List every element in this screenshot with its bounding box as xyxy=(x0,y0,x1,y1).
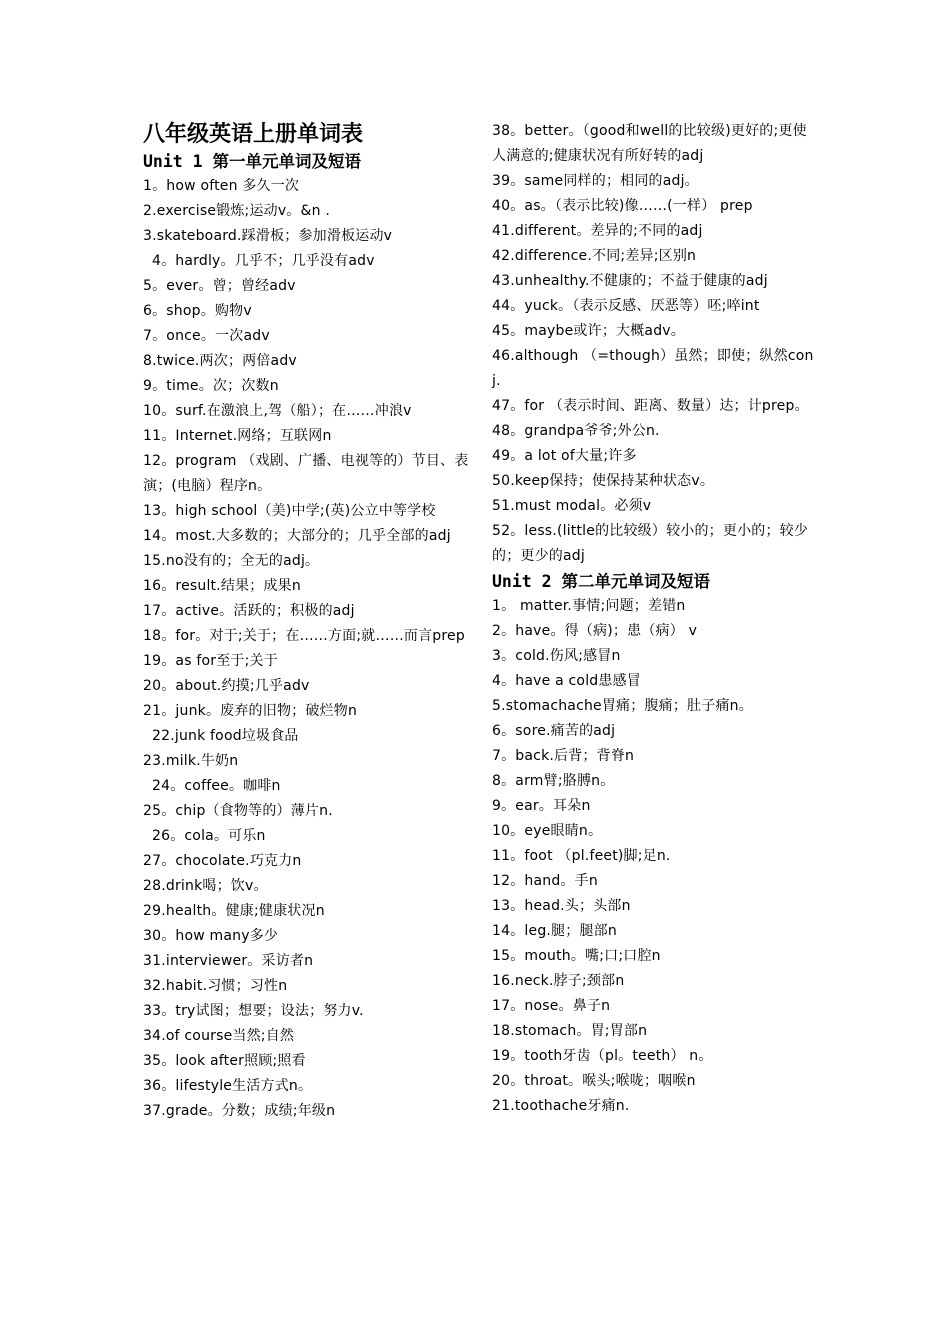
vocab-entry: 18.stomach。胃;胃部n xyxy=(492,1023,648,1039)
vocab-entry: 3.skateboard.踩滑板；参加滑板运动v xyxy=(143,228,393,244)
vocab-entry: 5。ever。曾；曾经adv xyxy=(143,278,296,294)
vocab-entry: 20。about.约摸;几乎adv xyxy=(143,678,310,694)
vocab-entry: 16。result.结果；成果n xyxy=(143,578,301,594)
vocab-entry: 34.of course当然;自然 xyxy=(143,1028,295,1044)
vocab-entry: 41.different。差异的;不同的adj xyxy=(492,223,703,239)
vocab-entry: 45。maybe或许；大概adv。 xyxy=(492,323,685,339)
vocab-entry: 15。mouth。嘴;口;口腔n xyxy=(492,948,661,964)
right-column xyxy=(492,119,818,1119)
vocab-entry: 12。hand。手n xyxy=(492,873,598,889)
vocab-entry: 13。head.头；头部n xyxy=(492,898,631,914)
left-column xyxy=(143,119,469,1124)
vocab-entry: 6。shop。购物v xyxy=(143,303,252,319)
vocab-entry: 9。ear。耳朵n xyxy=(492,798,591,814)
vocab-entry: 36。lifestyle生活方式n。 xyxy=(143,1078,313,1094)
vocab-entry: 10。surf.在激浪上,驾（船）；在……冲浪v xyxy=(143,403,412,419)
vocab-entry: 16.neck.脖子;颈部n xyxy=(492,973,625,989)
vocab-entry: 47。for （表示时间、距离、数量）达；计prep。 xyxy=(492,398,809,414)
vocab-entry: 12。program （戏剧、广播、电视等的）节目、表演；(电脑）程序n。 xyxy=(143,453,469,494)
vocab-entry: 44。yuck。（表示反感、厌恶等）呸;啐int xyxy=(492,298,760,314)
vocab-entry: 39。same同样的；相同的adj。 xyxy=(492,173,699,189)
vocab-entry: 8.twice.两次；两倍adv xyxy=(143,353,297,369)
vocab-entry: 38。better。（good和well的比较级)更好的;更使人满意的;健康状况有所好转的adj xyxy=(492,123,807,164)
vocab-entry: 4。hardly。几乎不；几乎没有adv xyxy=(152,253,375,269)
vocab-entry: 7。once。一次adv xyxy=(143,328,270,344)
vocab-entry: 23.milk.牛奶n xyxy=(143,753,239,769)
vocab-entry: 40。as。（表示比较)像……(一样） prep xyxy=(492,198,753,214)
vocab-entry: 31.interviewer。采访者n xyxy=(143,953,314,969)
vocab-entry: 20。throat。喉头;喉咙；咽喉n xyxy=(492,1073,696,1089)
vocab-entry: 30。how many多少 xyxy=(143,928,279,944)
vocab-entry: 3。cold.伤风;感冒n xyxy=(492,648,621,664)
vocab-entry: 15.no没有的；全无的adj。 xyxy=(143,553,320,569)
vocab-entry: 42.difference.不同;差异;区别n xyxy=(492,248,697,264)
vocab-entry: 1。 matter.事情;问题；差错n xyxy=(492,598,686,614)
vocab-entry: 6。sore.痛苦的adj xyxy=(492,723,616,739)
vocab-entry: 51.must modal。必须v xyxy=(492,498,652,514)
vocab-entry: 2.exercise锻炼;运动v。&n . xyxy=(143,203,331,219)
vocab-entry: 22.junk food垃圾食品 xyxy=(152,728,299,744)
vocab-entry: 25。chip（食物等的）薄片n. xyxy=(143,803,333,819)
vocab-entry: 35。look after照顾;照看 xyxy=(143,1053,306,1069)
vocab-entry: 37.grade。分数；成绩;年级n xyxy=(143,1103,336,1119)
vocab-entry: 32.habit.习惯；习性n xyxy=(143,978,288,994)
vocab-entry: 17。nose。鼻子n xyxy=(492,998,611,1014)
vocab-entry: 52。less.(little的比较级）较小的；更小的；较少的；更少的adj xyxy=(492,523,809,564)
vocab-entry: 13。high school（美)中学;(英)公立中等学校 xyxy=(143,503,436,519)
vocab-entry: 17。active。活跃的；积极的adj xyxy=(143,603,355,619)
vocab-entry: 29.health。健康;健康状况n xyxy=(143,903,325,919)
vocab-entry: 33。try试图；想要；设法；努力v. xyxy=(143,1003,364,1019)
vocab-entry: 26。cola。可乐n xyxy=(152,828,266,844)
vocab-entry: 7。back.后背；背脊n xyxy=(492,748,635,764)
vocab-entry: 14。leg.腿；腿部n xyxy=(492,923,617,939)
vocab-entry: 19。tooth牙齿（pl。teeth） n。 xyxy=(492,1048,713,1064)
vocab-entry: 10。eye眼睛n。 xyxy=(492,823,603,839)
vocab-entry: 4。have a cold患感冒 xyxy=(492,673,641,689)
vocab-entry: 2。have。得（病)；患（病） v xyxy=(492,623,698,639)
unit1-heading: Unit 1 第一单元单词及短语 xyxy=(143,152,362,171)
vocab-entry: 14。most.大多数的；大部分的；几乎全部的adj xyxy=(143,528,451,544)
vocab-entry: 1。how often 多久一次 xyxy=(143,178,300,194)
vocab-entry: 28.drink喝；饮v。 xyxy=(143,878,268,894)
vocab-entry: 48。grandpa爷爷;外公n. xyxy=(492,423,660,439)
unit2-heading: Unit 2 第二单元单词及短语 xyxy=(492,572,711,591)
vocab-entry: 11。Internet.网络；互联网n xyxy=(143,428,332,444)
vocab-entry: 8。arm臂;胳膊n。 xyxy=(492,773,615,789)
vocab-entry: 18。for。对于;关于；在……方面;就……而言prep xyxy=(143,628,465,644)
vocab-entry: 11。foot （pl.feet)脚;足n. xyxy=(492,848,671,864)
vocab-entry: 19。as for至于;关于 xyxy=(143,653,278,669)
vocab-entry: 24。coffee。咖啡n xyxy=(152,778,281,794)
vocab-entry: 46.although （=though）虽然；即使；纵然conj. xyxy=(492,348,814,389)
vocab-entry: 21.toothache牙痛n. xyxy=(492,1098,630,1114)
vocab-entry: 50.keep保持；使保持某种状态v。 xyxy=(492,473,715,489)
vocab-entry: 43.unhealthy.不健康的；不益于健康的adj xyxy=(492,273,768,289)
vocab-entry: 49。a lot of大量;许多 xyxy=(492,448,637,464)
vocab-entry: 21。junk。废弃的旧物；破烂物n xyxy=(143,703,358,719)
vocab-entry: 5.stomachache胃痛；腹痛；肚子痛n。 xyxy=(492,698,753,714)
vocab-entry: 9。time。次；次数n xyxy=(143,378,279,394)
vocab-entry: 27。chocolate.巧克力n xyxy=(143,853,302,869)
document-title: 八年级英语上册单词表 xyxy=(143,121,364,147)
